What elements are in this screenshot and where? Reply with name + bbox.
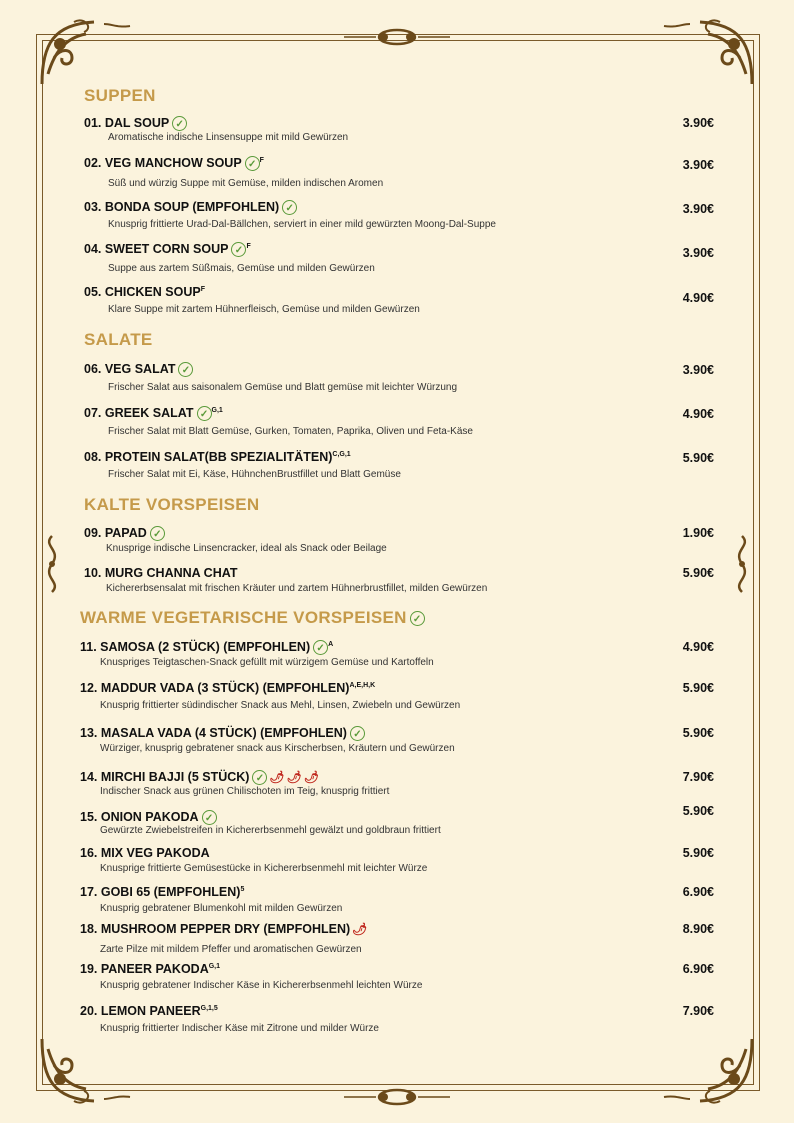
allergen-codes: G,1,5 [200, 1004, 218, 1012]
menu-item-title: 13. MASALA VADA (4 STÜCK) (EMPFOHLEN) [80, 726, 347, 740]
menu-item-title: 03. BONDA SOUP (EMPFOHLEN) [84, 200, 280, 214]
menu-item-title: 02. VEG MANCHOW SOUP [84, 156, 242, 170]
allergen-codes: 5 [240, 885, 245, 893]
menu-item-price: 5.90€ [682, 846, 714, 860]
menu-item-name [80, 640, 333, 655]
menu-item-title: 07. GREEK SALAT [84, 406, 194, 420]
menu-item-price: 5.90€ [682, 726, 714, 740]
menu-item-price: 5.90€ [682, 566, 714, 580]
menu-item-description: Knusprige indische Linsencracker, ideal als Snack oder Beilage [106, 543, 387, 554]
menu-item-price: 3.90€ [682, 116, 714, 130]
menu-item-price: 3.90€ [682, 158, 714, 172]
vegan-leaf-icon: ✓ [178, 362, 193, 377]
side-ornament-icon [40, 534, 64, 594]
menu-item-price: 7.90€ [682, 770, 714, 784]
vegan-leaf-icon: ✓ [231, 242, 246, 257]
menu-item-description: Kichererbsensalat mit frischen Kräuter und zartem Hühnerbrustfillet, milden Gewürzen [106, 583, 488, 594]
menu-item-name [80, 681, 375, 695]
menu-item-name [80, 962, 220, 976]
menu-item-name [84, 406, 223, 421]
vegan-leaf-icon: ✓ [150, 526, 165, 541]
allergen-codes: F [200, 285, 205, 293]
side-ornament-icon [730, 534, 754, 594]
menu-item-title: 06. VEG SALAT [84, 362, 176, 376]
menu-item-title: 17. GOBI 65 (EMPFOHLEN) [80, 885, 241, 899]
menu-item-description: Frischer Salat mit Ei, Käse, HühnchenBrustfillet und Blatt Gemüse [108, 469, 401, 480]
menu-item-title: 15. ONION PAKODA [80, 810, 199, 824]
bottom-ornament-icon [340, 1082, 454, 1112]
top-ornament-icon [340, 22, 454, 52]
menu-item-description: Indischer Snack aus grünen Chilischoten im Teig, knusprig frittiert [100, 786, 390, 797]
menu-item-price: 8.90€ [682, 922, 714, 936]
allergen-codes: G,1 [211, 406, 223, 414]
menu-item-name [84, 242, 251, 257]
menu-item-price: 3.90€ [682, 246, 714, 260]
menu-item-price: 5.90€ [682, 804, 714, 818]
section-title-salate: SALATE [84, 330, 153, 349]
menu-item-description: Süß und würzig Suppe mit Gemüse, milden indischen Aromen [108, 178, 384, 189]
chili-icon: 🌶 [269, 770, 285, 784]
menu-item-name [84, 526, 165, 541]
menu-item-description: Knusprig gebratener Indischer Käse in Kichererbsenmehl leichten Würze [100, 980, 423, 991]
menu-item-title: 01. DAL SOUP [84, 116, 170, 130]
menu-item-name [80, 770, 319, 785]
vegan-leaf-icon: ✓ [202, 810, 217, 825]
chili-icon: 🌶 [286, 770, 302, 784]
section-title-suppen: SUPPEN [84, 86, 156, 105]
menu-item-description: Würziger, knusprig gebratener snack aus Kirscherbsen, Kräutern und Gewürzen [100, 743, 455, 754]
menu-item-title: 09. PAPAD [84, 526, 147, 540]
section-title-label: WARME VEGETARISCHE VORSPEISEN [80, 608, 407, 627]
menu-item-description: Frischer Salat aus saisonalem Gemüse und Blatt gemüse mit leichter Würzung [108, 382, 458, 393]
allergen-codes: F [259, 156, 264, 164]
vegan-leaf-icon: ✓ [252, 770, 267, 785]
menu-item-title: 16. MIX VEG PAKODA [80, 846, 210, 860]
corner-ornament-icon [660, 14, 760, 94]
menu-item-name [80, 885, 244, 899]
menu-item-price: 7.90€ [682, 1004, 714, 1018]
section-title-kalte-vorspeisen: KALTE VORSPEISEN [84, 495, 260, 514]
menu-item-title: 19. PANEER PAKODA [80, 962, 209, 976]
menu-item-name [84, 450, 351, 464]
menu-item-name [80, 810, 217, 825]
vegan-leaf-icon: ✓ [350, 726, 365, 741]
menu-item-description: Gewürzte Zwiebelstreifen in Kichererbsenmehl gewälzt und goldbraun frittiert [100, 825, 441, 836]
menu-item-title: 20. LEMON PANEER [80, 1004, 201, 1018]
section-title-warme-vorspeisen [80, 608, 425, 628]
menu-item-price: 6.90€ [682, 962, 714, 976]
menu-item-price: 3.90€ [682, 363, 714, 377]
menu-item-name [84, 285, 205, 299]
menu-item-title: 14. MIRCHI BAJJI (5 STÜCK) [80, 770, 250, 784]
vegan-leaf-icon: ✓ [282, 200, 297, 215]
menu-item-name [84, 362, 193, 377]
menu-item-name [84, 566, 237, 580]
menu-item-price: 4.90€ [682, 291, 714, 305]
menu-item-price: 4.90€ [682, 407, 714, 421]
menu-item-title: 11. SAMOSA (2 STÜCK) (EMPFOHLEN) [80, 640, 311, 654]
chili-icon: 🌶 [352, 922, 368, 936]
menu-item-name [84, 116, 187, 131]
chili-icon: 🌶 [303, 770, 320, 784]
menu-item-description: Knusprige frittierte Gemüsestücke in Kichererbsenmehl mit leichter Würze [100, 863, 428, 874]
menu-item-description: Knusprig frittierte Urad-Dal-Bällchen, serviert in einer mild gewürzten Moong-Dal-Suppe [108, 219, 496, 230]
menu-item-description: Knusprig gebratener Blumenkohl mit milden Gewürzen [100, 903, 343, 914]
corner-ornament-icon [34, 14, 134, 94]
menu-item-title: 04. SWEET CORN SOUP [84, 242, 229, 256]
corner-ornament-icon [660, 1029, 760, 1109]
menu-item-price: 5.90€ [682, 681, 714, 695]
menu-item-description: Knuspriges Teigtaschen-Snack gefüllt mit würzigem Gemüse und Kartoffeln [100, 657, 434, 668]
menu-item-title: 12. MADDUR VADA (3 STÜCK) (EMPFOHLEN) [80, 681, 350, 695]
menu-item-price: 6.90€ [682, 885, 714, 899]
menu-item-name [80, 922, 367, 936]
vegan-leaf-icon: ✓ [313, 640, 328, 655]
menu-item-name [84, 156, 264, 171]
menu-item-name [80, 1004, 218, 1018]
menu-item-title: 10. MURG CHANNA CHAT [84, 566, 238, 580]
menu-item-description: Klare Suppe mit zartem Hühnerfleisch, Gemüse und milden Gewürzen [108, 304, 420, 315]
allergen-codes: C,G,1 [332, 450, 351, 458]
menu-item-name [84, 200, 297, 215]
vegan-leaf-icon: ✓ [197, 406, 212, 421]
vegan-leaf-icon: ✓ [410, 611, 425, 626]
vegan-leaf-icon: ✓ [172, 116, 187, 131]
menu-item-description: Knusprig frittierter Indischer Käse mit Zitrone und milder Würze [100, 1023, 379, 1034]
menu-item-price: 3.90€ [682, 202, 714, 216]
allergen-codes: G,1 [208, 962, 221, 970]
allergen-codes: A [328, 640, 334, 648]
menu-item-price: 4.90€ [682, 640, 714, 654]
menu-item-price: 1.90€ [682, 526, 714, 540]
menu-item-name [80, 726, 365, 741]
vegan-leaf-icon: ✓ [245, 156, 260, 171]
menu-item-description: Frischer Salat mit Blatt Gemüse, Gurken, Tomaten, Paprika, Oliven und Feta-Käse [108, 426, 473, 437]
menu-item-description: Aromatische indische Linsensuppe mit mild Gewürzen [108, 132, 349, 143]
allergen-codes: F [246, 242, 251, 250]
menu-item-price: 5.90€ [682, 451, 714, 465]
menu-item-title: 08. PROTEIN SALAT(BB SPEZIALITÄTEN) [84, 450, 333, 464]
menu-item-description: Zarte Pilze mit mildem Pfeffer und aromatischen Gewürzen [100, 944, 362, 955]
menu-item-description: Knusprig frittierter südindischer Snack aus Mehl, Linsen, Zwiebeln und Gewürzen [100, 700, 461, 711]
menu-item-title: 18. MUSHROOM PEPPER DRY (EMPFOHLEN) [80, 922, 351, 936]
corner-ornament-icon [34, 1029, 134, 1109]
menu-item-title: 05. CHICKEN SOUP [84, 285, 201, 299]
menu-item-name [80, 846, 210, 860]
menu-item-description: Suppe aus zartem Süßmais, Gemüse und milden Gewürzen [108, 263, 375, 274]
allergen-codes: A,E,H,K [349, 681, 376, 689]
